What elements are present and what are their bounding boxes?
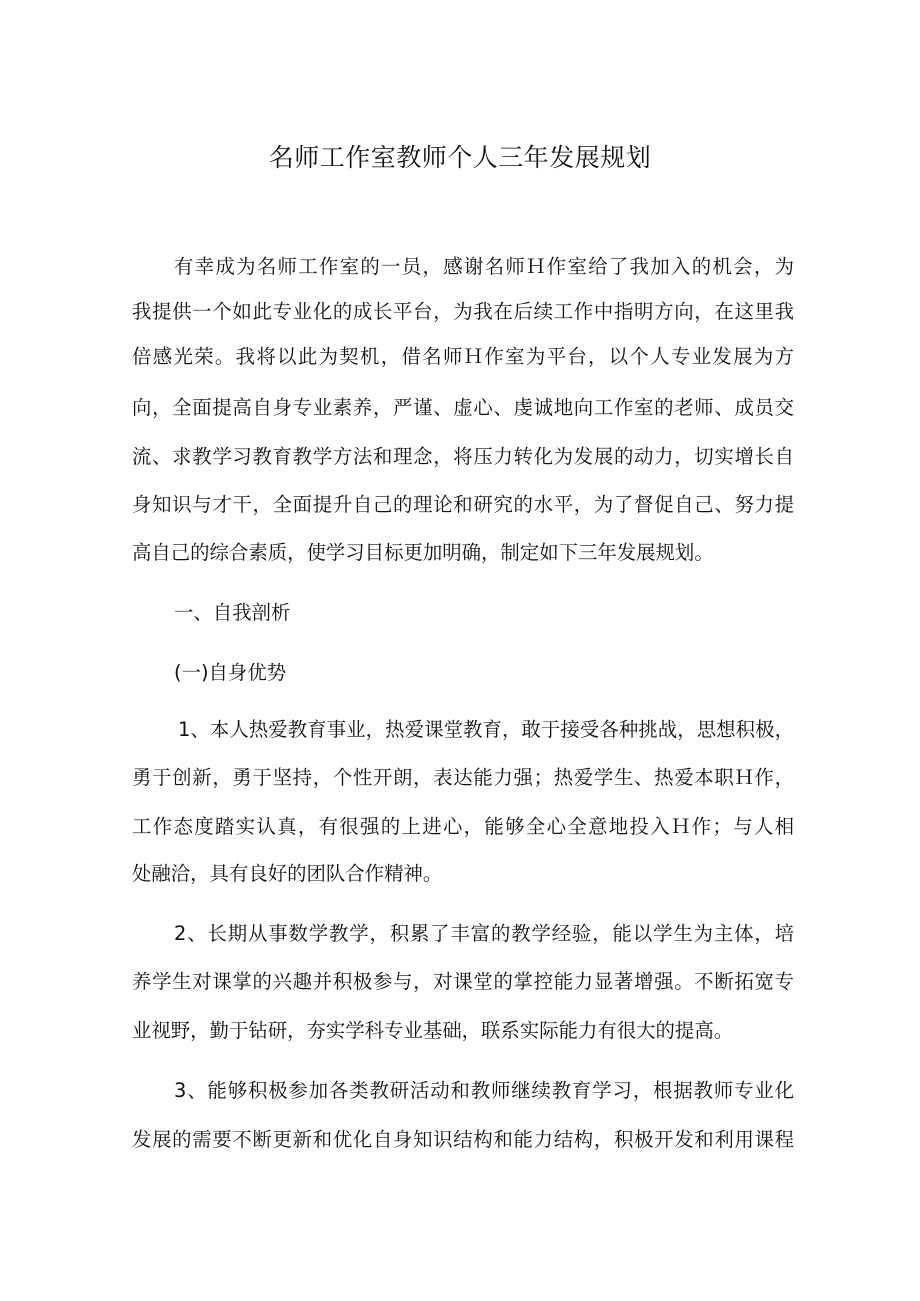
paragraph-line: 发展的需要不断更新和优化自身知识结构和能力结构，积极开发和利用课程 — [132, 1128, 794, 1151]
paragraph-line: 养学生对课掌的兴趣并积极参与，对课堂的掌控能力显著增强。不断拓宽专 — [132, 970, 794, 993]
paragraph-line: 处融洽，具有良好的团队合作精神。 — [132, 862, 443, 885]
document-title: 名师工作室教师个人三年发展规划 — [268, 143, 652, 172]
paragraph-line: 有幸成为名师工作室的一员，感谢名师Ｈ作室给了我加入的机会，为 — [174, 255, 794, 278]
paragraph-line: 向，全面提高自身专业素养，严谨、虚心、虔诚地向工作室的老师、成员交 — [132, 396, 794, 419]
paragraph-line: 1、本人热爱教育事业，热爱课堂教育，敢于接受各种挑战，思想积极， — [178, 718, 794, 741]
paragraph-line: 一、自我剖析 — [174, 601, 291, 624]
paragraph-line: 业视野，勤于钻研，夯实学科专业基础，联系实际能力有很大的提高。 — [132, 1019, 734, 1042]
paragraph-line: 我提供一个如此专业化的成长平台，为我在后续工作中指明方向，在这里我 — [132, 300, 794, 323]
paragraph-line: 高自己的综合素质，使学习目标更加明确，制定如下三年发展规划。 — [132, 541, 714, 564]
paragraph-line: (一)自身优势 — [174, 661, 287, 684]
paragraph-line: 倍感光荣。我将以此为契机，借名师Ｈ作室为平台，以个人专业发展为方 — [132, 345, 794, 368]
paragraph-line: 身知识与才干，全面提升自己的理论和研究的水平，为了督促自己、努力提 — [132, 493, 794, 516]
paragraph-line: 勇于创新，勇于坚持，个性开朗，表达能力强；热爱学生、热爱本职Ｈ作， — [132, 766, 794, 789]
paragraph-line: 流、求教学习教育教学方法和理念，将压力转化为发展的动力，切实增长自 — [132, 445, 794, 468]
paragraph-line: 2、长期从事数学教学，积累了丰富的教学经验，能以学生为主体，培 — [174, 922, 794, 945]
paragraph-line: 3、能够积极参加各类教研活动和教师继续教育学习，根据教师专业化 — [174, 1079, 794, 1102]
paragraph-line: 工作态度踏实认真，有很强的上进心，能够全心全意地投入Ｈ作；与人相 — [132, 815, 794, 838]
